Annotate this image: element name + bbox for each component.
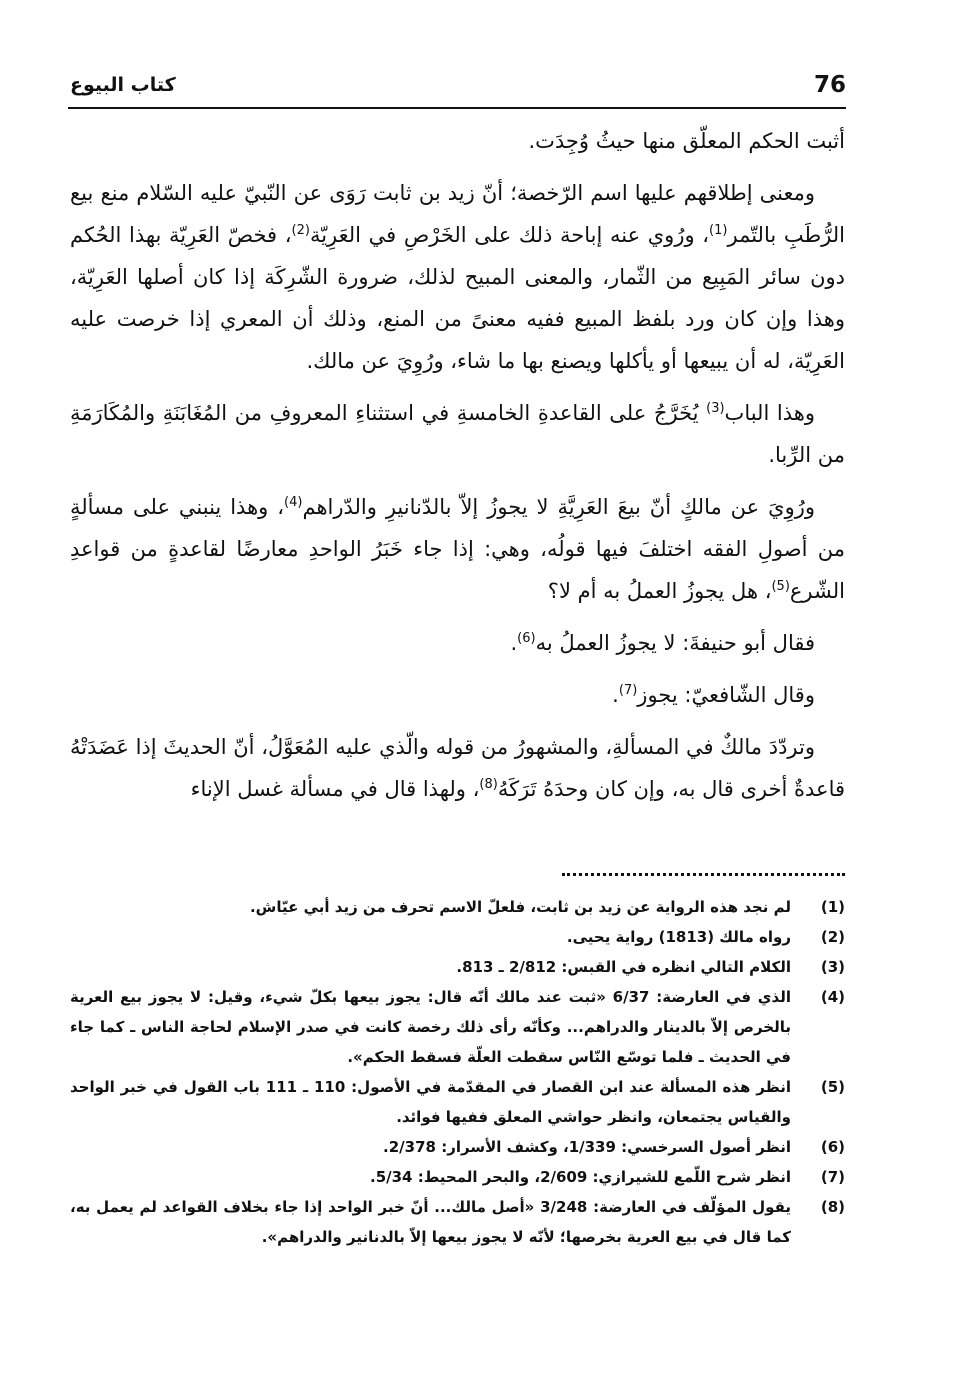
footnote-item	[70, 1132, 845, 1162]
paragraph-4: ورُوِيَ عن مالكٍ أنّ بيعَ العَرِيَّةِ لا يجوزُ إلاّ بالدّنانيرِ والدّراهم$^{(4)}$، وهذا ينبني على مسألةٍ من أصولِ الفقه اختلفَ فيها قولُه، وهي: إذا جاء خَبَرُ الواحدِ معارضًا لقاعدةٍ من قواعدِ الشّرع$^{(5)}$، هل يجوزُ العملُ به أم لا؟	[70, 495, 845, 603]
paragraph-6: وقال الشّافعيّ: يجوز$^{(7)}$.	[612, 683, 815, 707]
footnote-ref-8[interactable]: (8)	[479, 777, 498, 792]
paragraph-1: أثبت الحكم المعلّق منها حيثُ وُجِدَت.	[528, 129, 845, 153]
footnote-number: (8)	[820, 1198, 845, 1216]
footnote-ref-4[interactable]: (4)	[284, 495, 303, 510]
footnote-number: (7)	[820, 1168, 845, 1186]
footnote-item	[70, 1072, 845, 1132]
paragraph-5: فقال أبو حنيفةَ: لا يجوزُ العملُ به$^{(6)}$.	[510, 631, 815, 655]
footnote-item	[70, 982, 845, 1072]
paragraph-3: وهذا الباب$^{(3)}$ يُخَرَّجُ على القاعدةِ الخامسةِ في استثناءِ المعروفِ من المُغَابَنَةِ والمُكَارَمَةِ من الرِّبا.	[70, 401, 845, 467]
footnote-number: (4)	[820, 988, 845, 1006]
footnote-item	[70, 952, 845, 982]
footnote-separator	[562, 873, 845, 876]
footnote-text: يقول المؤلّف في العارضة: 3/248 «أصل مالك... أنّ خبر الواحد إذا جاء بخلاف القواعد لم يعمل به، كما قال في بيع العرية بخرصها؛ لأنّه لا يجوز بيعها إلاّ بالدنانير والدراهم».	[70, 1198, 792, 1246]
paragraph-2: ومعنى إطلاقهم عليها اسم الرّخصة؛ أنّ زيد بن ثابت رَوَى عن النّبيّ عليه السّلام منع بيع الرُّطَبِ بالتّمر$^{(1)}$، ورُوي عنه إباحة ذلك على الخَرْصِ في العَرِيّة$^{(2)}$، فخصّ العَرِيّة بهذا الحُكم دون سائر المَبِيع من الثّمار، والمعنى المبيح لذلك، ضرورة الشّرِكَة إذا كان أصلها العَرِيّة، وهذا وإن كان ورد بلفظ المبيع ففيه معنىً من المنع، وذلك أن المعري إذا خرصت عليه العَرِيّة، له أن يبيعها أو يأكلها ويصنع بها ما شاء، ورُوِيَ عن مالك.	[70, 181, 845, 373]
footnote-number: (5)	[820, 1078, 845, 1096]
footnote-number: (3)	[820, 958, 845, 976]
page-number: 76	[813, 72, 846, 98]
footnote-number: (2)	[820, 928, 845, 946]
footnote-text: رواه مالك (1813) رواية يحيى.	[566, 928, 791, 946]
footnote-ref-5[interactable]: (5)	[771, 579, 790, 594]
footnote-number: (6)	[820, 1138, 845, 1156]
footnote-item	[70, 892, 845, 922]
footnote-text: الذي في العارضة: 6/37 «ثبت عند مالك أنّه قال: يجوز بيعها بكلّ شيء، وقيل: لا يجوز بيع العرية بالخرص إلاّ بالدينار والدراهم... وكأنّه رأى ذلك رخصة كانت في صدر الإسلام لحاجة الناس ـ كما جاء في الحديث ـ فلما توسّع النّاس سقطت العلّة فسقط الحكم».	[70, 988, 791, 1066]
footnote-ref-1[interactable]: (1)	[709, 223, 728, 238]
footnote-text: انظر هذه المسألة عند ابن القصار في المقدّمة في الأصول: 110 ـ 111 باب القول في خبر الواحد والقياس يجتمعان، وانظر حواشي المعلق ففيها فوائد.	[70, 1078, 791, 1126]
footnote-number: (1)	[820, 898, 845, 916]
footnote-text: لم نجد هذه الرواية عن زيد بن ثابت، فلعلّ الاسم تحرف من زيد أبي عيّاش.	[249, 898, 791, 916]
footnote-item	[70, 922, 845, 952]
running-title: كتاب البيوع	[70, 74, 176, 96]
main-text	[70, 120, 845, 820]
footnote-text: انظر شرح اللّمع للشيرازي: 2/609، والبحر المحيط: 5/34.	[370, 1168, 791, 1186]
footnote-text: الكلام التالي انظره في القبس: 2/812 ـ 813.	[456, 958, 791, 976]
footnote-ref-7[interactable]: (7)	[618, 683, 638, 698]
paragraph-7: وتردّدَ مالكٌ في المسألةِ، والمشهورُ من قوله والّذي عليه المُعَوَّلُ، أنّ الحديثَ إذا عَضَدَتْهُ قاعدةٌ أخرى قال به، وإن كان وحدَهُ تَرَكَهُ$^{(8)}$، ولهذا قال في مسألة غسل الإناء	[70, 735, 845, 801]
footnote-text: انظر أصول السرخسي: 1/339، وكشف الأسرار: 2/378.	[383, 1138, 791, 1156]
header-rule	[68, 107, 846, 109]
footnote-ref-2[interactable]: (2)	[291, 223, 310, 238]
footnote-item	[70, 1192, 845, 1252]
footnote-ref-6[interactable]: (6)	[517, 631, 536, 646]
page-header	[68, 72, 846, 104]
footnote-item	[70, 1162, 845, 1192]
footnote-ref-3[interactable]: (3)	[706, 401, 725, 416]
footnotes	[70, 892, 845, 1252]
